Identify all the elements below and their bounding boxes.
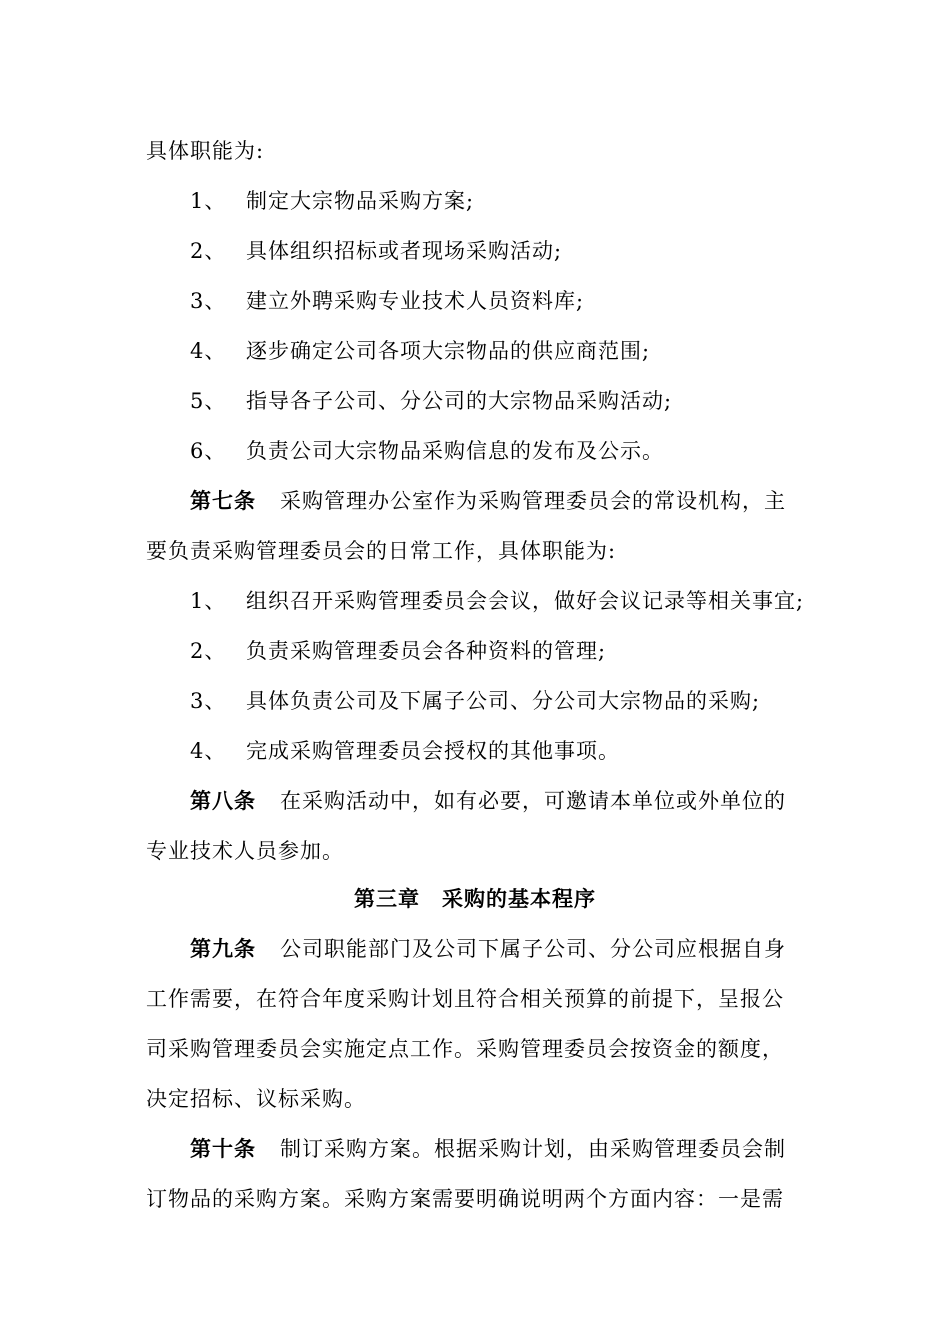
list2-item [190,586,860,616]
article-10-line-2: 订物品的采购方案。采购方案需要明确说明两个方面内容：一是需 [146,1187,784,1211]
item-text: 制定大宗物品采购方案; [246,189,475,213]
item-text: 指导各子公司、分公司的大宗物品采购活动; [246,389,673,413]
item-number: 4、 [190,339,227,363]
article-7-label: 第七条 [190,488,256,513]
list2-item [190,636,860,666]
article-8-label: 第八条 [190,788,256,813]
intro-line: 具体职能为: [146,139,265,163]
list2-item [190,686,860,716]
item-text: 具体负责公司及下属子公司、分公司大宗物品的采购; [246,689,761,713]
item-text: 建立外聘采购专业技术人员资料库; [246,289,585,313]
list1-item [190,236,860,266]
item-number: 2、 [190,239,227,263]
item-text: 负责公司大宗物品采购信息的发布及公示。 [246,439,664,463]
list1-item [190,186,860,216]
article-8-line-2: 专业技术人员参加。 [146,839,344,863]
item-text: 负责采购管理委员会各种资料的管理; [246,639,607,663]
article-9-line-4: 决定招标、议标采购。 [146,1087,366,1111]
list1-item [190,436,860,466]
list1-item [190,386,860,416]
item-number: 6、 [190,439,227,463]
item-number: 4、 [190,739,227,763]
list2-item [190,736,860,766]
chapter-heading: 第三章 采购的基本程序 [354,886,596,911]
item-number: 1、 [190,589,227,613]
article-9-line-1 [190,934,860,964]
item-number: 5、 [190,389,227,413]
article-7-line-2: 要负责采购管理委员会的日常工作，具体职能为: [146,539,617,563]
item-text: 具体组织招标或者现场采购活动; [246,239,563,263]
item-text: 组织召开采购管理委员会会议，做好会议记录等相关事宜; [246,589,805,613]
article-10-label: 第十条 [190,1136,256,1161]
article-8-line-1 [190,786,860,816]
item-number: 3、 [190,289,227,313]
item-number: 1、 [190,189,227,213]
item-number: 2、 [190,639,227,663]
item-number: 3、 [190,689,227,713]
article-7-text: 采购管理办公室作为采购管理委员会的常设机构，主 [280,489,786,513]
list1-item [190,336,860,366]
list1-item [190,286,860,316]
article-10-line-1 [190,1134,860,1164]
article-9-label: 第九条 [190,936,256,961]
item-text: 逐步确定公司各项大宗物品的供应商范围; [246,339,651,363]
article-9-text: 公司职能部门及公司下属子公司、分公司应根据自身 [280,937,786,961]
article-9-line-3: 司采购管理委员会实施定点工作。采购管理委员会按资金的额度， [146,1037,784,1061]
article-10-text: 制订采购方案。根据采购计划，由采购管理委员会制 [280,1137,786,1161]
item-text: 完成采购管理委员会授权的其他事项。 [246,739,620,763]
article-7-line-1 [190,486,860,516]
article-8-text: 在采购活动中，如有必要，可邀请本单位或外单位的 [280,789,786,813]
article-9-line-2: 工作需要，在符合年度采购计划且符合相关预算的前提下，呈报公 [146,987,784,1011]
